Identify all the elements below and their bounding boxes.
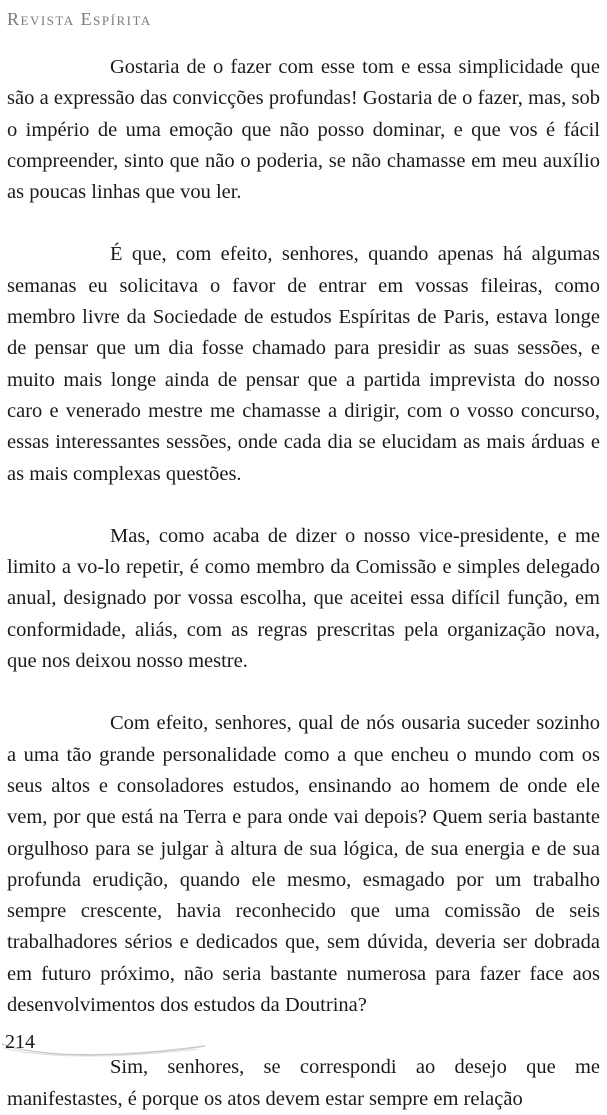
body-text — [7, 52, 600, 1115]
paragraph-1: Gostaria de o fazer com esse tom e essa simplicidade que são a expressão das convicções profundas! Gostaria de o fazer, mas, sob o império de uma emoção que não posso dominar, e que vos é fácil compreender, sinto que não o poderia, se não chamasse em meu auxílio as poucas linhas que vou ler. — [7, 56, 600, 204]
paragraph-3: Mas, como acaba de dizer o nosso vice-presidente, e me limito a vo-lo repetir, é como membro da Comissão e simples delegado anual, designado por vossa escolha, que aceitei essa difícil função, em conformidade, aliás, com as regras prescritas pela organização nova, que nos deixou nosso mestre. — [7, 524, 600, 673]
paragraph-5: Sim, senhores, se correspondi ao desejo que me manifestastes, é porque os atos devem estar sempre em relação — [7, 1056, 600, 1110]
paragraph-4: Com efeito, senhores, qual de nós ousaria suceder sozinho a uma tão grande personalidade como a que encheu o mundo com os seus altos e consoladores estudos, ensinando ao homem de onde ele vem, por que está na Terra e para onde vai depois? Quem seria bastante orgulhoso para se julgar à altura de sua lógica, de sua energia e de sua profunda erudição, quando ele mesmo, esmagado por um trabalho sempre crescente, havia reconhecido que uma comissão de seis trabalhadores sérios e dedicados que, sem dúvida, deveria ser dobrada em futuro próximo, não seria bastante numerosa para fazer face aos desenvolvimentos dos estudos da Doutrina? — [7, 712, 600, 1017]
page-number: 214 — [5, 1031, 35, 1053]
paragraph-2: É que, com efeito, senhores, quando apenas há algumas semanas eu solicitava o favor de entrar em vossas fileiras, como membro livre da Sociedade de estudos Espíritas de Paris, estava longe de pensar que um dia fosse chamado para presidir as suas sessões, e muito mais longe ainda de pensar que a partida imprevista do nosso caro e venerado mestre me chamasse a dirigir, com o vosso concurso, essas interessantes sessões, onde cada dia se elucidam as mais árduas e as mais complexas questões. — [7, 243, 600, 485]
running-header: Revista Espírita — [7, 9, 152, 29]
